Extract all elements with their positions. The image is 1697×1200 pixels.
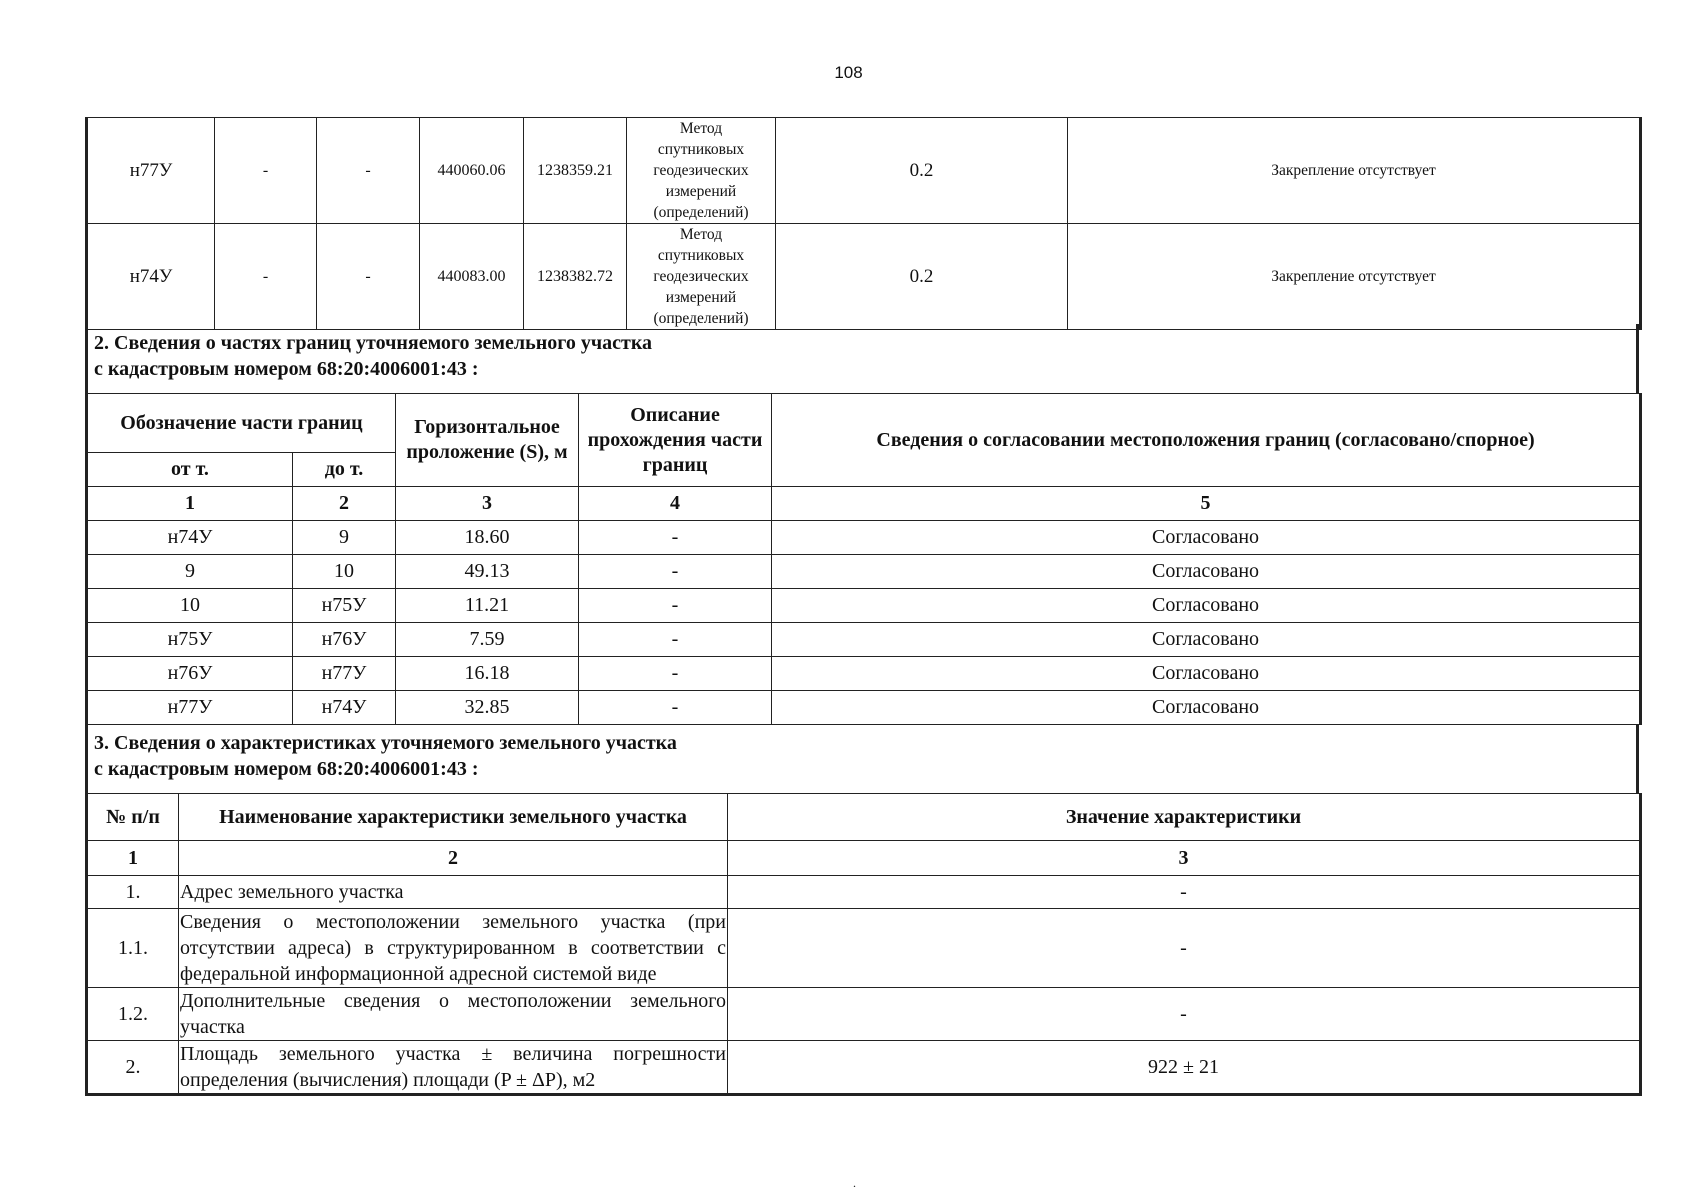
section-2-title [85, 324, 1639, 394]
method-line: измерений [665, 183, 737, 200]
row-number: 1.2. [87, 988, 179, 1041]
method-line: спутниковых [657, 247, 745, 264]
characteristic-name: Дополнительные сведения о местоположении земельного участка [179, 988, 728, 1041]
table-row [87, 988, 1641, 1041]
to-point: 9 [293, 521, 396, 555]
section-title-line: 2. Сведения о частях границ уточняемого земельного участка [94, 332, 653, 354]
to-point: н75У [293, 589, 396, 623]
coordinate-x: 440083.00 [420, 224, 524, 330]
table-row [87, 876, 1641, 909]
footer-mark: . [853, 1176, 856, 1190]
coordinate-y: 1238359.21 [524, 118, 627, 224]
header-row [87, 794, 1641, 841]
characteristic-name: Площадь земельного участка ± величина погрешности определения (вычисления) площади (P ± ΔP), м2 [179, 1041, 728, 1095]
table-row [87, 224, 1641, 330]
table-row [87, 521, 1641, 555]
method-line: (определений) [653, 204, 749, 221]
from-point: 10 [87, 589, 293, 623]
table-row [87, 623, 1641, 657]
column-number: 4 [579, 487, 772, 521]
method-line: Метод [679, 120, 723, 137]
header-value: Значение характеристики [728, 794, 1641, 841]
to-point: н74У [293, 691, 396, 725]
from-point: н77У [87, 691, 293, 725]
method-line: измерений [665, 289, 737, 306]
characteristic-value: - [728, 909, 1641, 988]
part-description: - [579, 555, 772, 589]
column-number: 1 [87, 487, 293, 521]
method-line: Метод [679, 226, 723, 243]
agreement-status: Согласовано [772, 521, 1641, 555]
column-number: 1 [87, 841, 179, 876]
table-row [87, 118, 1641, 224]
point-name: н74У [87, 224, 215, 330]
table-row [87, 555, 1641, 589]
header-agreement: Сведения о согласовании местоположения границ (согласовано/спорное) [772, 394, 1641, 487]
table-cell: - [215, 224, 317, 330]
section-title-line: с кадастровым номером 68:20:4006001:43 : [94, 758, 479, 780]
column-number: 3 [728, 841, 1641, 876]
column-number: 2 [293, 487, 396, 521]
table-cell: - [317, 224, 420, 330]
agreement-status: Согласовано [772, 657, 1641, 691]
column-number: 3 [396, 487, 579, 521]
to-point: н76У [293, 623, 396, 657]
column-number-row [87, 841, 1641, 876]
horizontal-distance: 49.13 [396, 555, 579, 589]
boundary-points-table [85, 117, 1642, 330]
to-point: н77У [293, 657, 396, 691]
row-number: 1.1. [87, 909, 179, 988]
horizontal-distance: 16.18 [396, 657, 579, 691]
part-description: - [579, 657, 772, 691]
page-number: 108 [834, 63, 863, 82]
method-line: (определений) [653, 310, 749, 327]
characteristic-value: - [728, 876, 1641, 909]
fixing-description: Закрепление отсутствует [1068, 118, 1641, 224]
agreement-status: Согласовано [772, 691, 1641, 725]
part-description: - [579, 623, 772, 657]
section-title-line: с кадастровым номером 68:20:4006001:43 : [94, 358, 479, 380]
header-row [87, 394, 1641, 453]
from-point: н75У [87, 623, 293, 657]
characteristic-value: 922 ± 21 [728, 1041, 1641, 1095]
from-point: н74У [87, 521, 293, 555]
column-number-row [87, 487, 1641, 521]
header-horizontal: Горизонтальное проложение (S), м [396, 394, 579, 487]
horizontal-distance: 11.21 [396, 589, 579, 623]
horizontal-distance: 32.85 [396, 691, 579, 725]
from-point: 9 [87, 555, 293, 589]
column-number: 2 [179, 841, 728, 876]
part-description: - [579, 691, 772, 725]
land-characteristics-table [85, 793, 1642, 1096]
characteristic-value: - [728, 988, 1641, 1041]
table-row [87, 909, 1641, 988]
agreement-status: Согласовано [772, 623, 1641, 657]
table-cell: - [317, 118, 420, 224]
header-to: до т. [293, 453, 396, 487]
section-title-line: 3. Сведения о характеристиках уточняемого земельного участка [94, 732, 677, 754]
fixing-description: Закрепление отсутствует [1068, 224, 1641, 330]
header-designation: Обозначение части границ [87, 394, 396, 453]
coordinate-x: 440060.06 [420, 118, 524, 224]
header-description: Описание прохождения части границ [579, 394, 772, 487]
characteristic-name: Сведения о местоположении земельного участка (при отсутствии адреса) в структурированном в соответствии с федеральной информационной адресной системой виде [179, 909, 728, 988]
method-line: спутниковых [657, 141, 745, 158]
boundary-parts-table [85, 393, 1642, 725]
header-number: № п/п [87, 794, 179, 841]
method-cell [627, 118, 776, 224]
part-description: - [579, 521, 772, 555]
header-from: от т. [87, 453, 293, 487]
table-row [87, 589, 1641, 623]
horizontal-distance: 7.59 [396, 623, 579, 657]
method-line: геодезических [653, 162, 749, 179]
coordinate-y: 1238382.72 [524, 224, 627, 330]
agreement-status: Согласовано [772, 555, 1641, 589]
method-line: геодезических [653, 268, 749, 285]
column-number: 5 [772, 487, 1641, 521]
agreement-status: Согласовано [772, 589, 1641, 623]
header-name: Наименование характеристики земельного участка [179, 794, 728, 841]
method-cell [627, 224, 776, 330]
table-row [87, 657, 1641, 691]
accuracy-value: 0.2 [776, 118, 1068, 224]
horizontal-distance: 18.60 [396, 521, 579, 555]
row-number: 2. [87, 1041, 179, 1095]
table-row [87, 1041, 1641, 1095]
point-name: н77У [87, 118, 215, 224]
table-cell: - [215, 118, 317, 224]
from-point: н76У [87, 657, 293, 691]
accuracy-value: 0.2 [776, 224, 1068, 330]
characteristic-name: Адрес земельного участка [179, 876, 728, 909]
part-description: - [579, 589, 772, 623]
section-3-title [85, 724, 1639, 794]
row-number: 1. [87, 876, 179, 909]
table-row [87, 691, 1641, 725]
to-point: 10 [293, 555, 396, 589]
